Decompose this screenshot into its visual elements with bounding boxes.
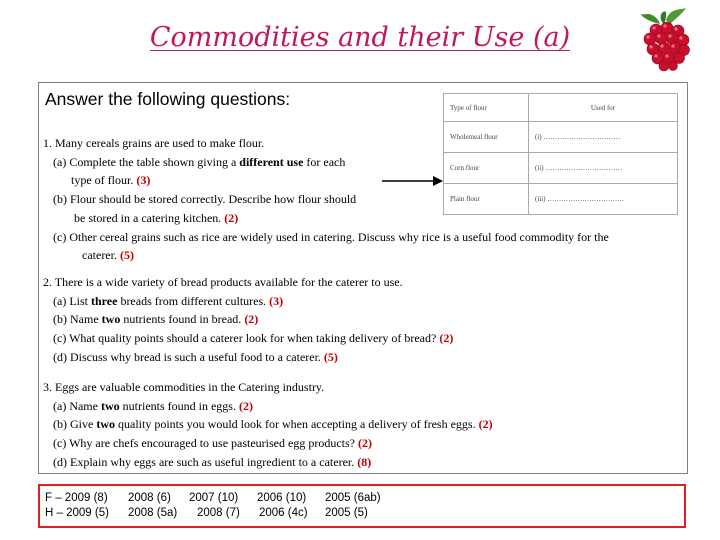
q1-c-cont: caterer. (5) xyxy=(82,248,134,263)
questions-panel xyxy=(38,82,688,474)
q2-b: (b) Name two nutrients found in bread. (2) xyxy=(53,312,259,327)
instructions-heading: Answer the following questions: xyxy=(45,89,291,109)
ref-item: 2005 (5) xyxy=(325,507,368,519)
q3-a: (a) Name two nutrients found in eggs. (2) xyxy=(53,398,253,413)
q2-intro: 2. There is a wide variety of bread products available for the caterer to use. xyxy=(43,275,403,289)
answer-blank: …………………………… xyxy=(547,195,625,203)
ref-column xyxy=(189,491,240,521)
row-number: (i) xyxy=(535,133,542,141)
q1-c: (c) Other cereal grains such as rice are widely used in catering. Discuss why rice is a useful food commodity for the xyxy=(53,229,609,244)
marks: (3) xyxy=(269,293,284,308)
ref-item: 2008 (5a) xyxy=(128,507,178,519)
ref-item: 2008 (7) xyxy=(197,507,240,519)
raspberry-icon xyxy=(636,6,698,72)
ref-item: 2006 (10) xyxy=(257,492,307,504)
q1-a: (a) Complete the table shown giving a different use for each xyxy=(53,154,346,169)
marks: (2) xyxy=(478,417,493,432)
header-use: Used for xyxy=(529,94,678,122)
q3-intro: 3. Eggs are valuable commodities in the Catering industry. xyxy=(43,380,325,394)
ref-item: H – 2009 (5) xyxy=(45,507,109,519)
marks: (3) xyxy=(136,173,151,188)
ref-item: 2007 (10) xyxy=(189,492,239,504)
marks: (2) xyxy=(358,436,372,451)
question-1 xyxy=(43,134,609,265)
q3-b: (b) Give two quality points you would look for when accepting a delivery of fresh eggs. (2) xyxy=(53,417,493,432)
q1-b: (b) Flour should be stored correctly. Describe how flour should xyxy=(53,192,357,207)
marks: (2) xyxy=(224,210,239,225)
page-title: Commodities and their Use (a) xyxy=(149,22,571,53)
ref-item: 2005 (6ab) xyxy=(325,492,381,504)
question-3 xyxy=(43,378,493,472)
q2-d: (d) Discuss why bread is such a useful food to a caterer. (5) xyxy=(53,349,338,364)
q2-c: (c) What quality points should a caterer look for when taking delivery of bread? (2) xyxy=(53,331,454,346)
ref-item: F – 2009 (8) xyxy=(45,492,108,504)
q1-intro: 1. Many cereals grains are used to make flour. xyxy=(43,136,265,150)
marks: (2) xyxy=(244,312,259,327)
ref-column xyxy=(128,491,177,521)
flour-type: Plain flour xyxy=(444,184,529,215)
q3-d: (d) Explain why eggs are such as useful ingredient to a caterer. (8) xyxy=(53,454,372,469)
marks: (2) xyxy=(439,331,454,346)
marks: (2) xyxy=(238,398,253,413)
q1-a-cont: type of flour. (3) xyxy=(71,173,151,188)
ref-column xyxy=(257,491,308,521)
ref-item: 2008 (6) xyxy=(128,492,171,504)
q1-b-cont: be stored in a catering kitchen. (2) xyxy=(74,210,239,225)
row-number: (ii) xyxy=(535,164,544,172)
header-type: Type of flour xyxy=(444,94,529,122)
marks: (5) xyxy=(119,248,134,263)
answer-blank: …………………………… xyxy=(545,164,623,172)
flour-type: Corn flour xyxy=(444,153,529,184)
marks: (5) xyxy=(323,349,338,364)
ref-item: 2006 (4c) xyxy=(259,507,308,519)
ref-column xyxy=(325,491,381,521)
answer-blank: …………………………… xyxy=(543,133,621,141)
ref-column xyxy=(45,491,109,521)
question-2 xyxy=(43,273,453,367)
q2-a: (a) List three breads from different cultures. (3) xyxy=(53,293,284,308)
flour-type: Wholemeal flour xyxy=(444,122,529,153)
exam-references xyxy=(38,484,686,528)
row-number: (iii) xyxy=(535,195,546,203)
marks: (8) xyxy=(357,454,372,469)
q3-c: (c) Why are chefs encouraged to use pasteurised egg products? (2) xyxy=(53,436,372,451)
